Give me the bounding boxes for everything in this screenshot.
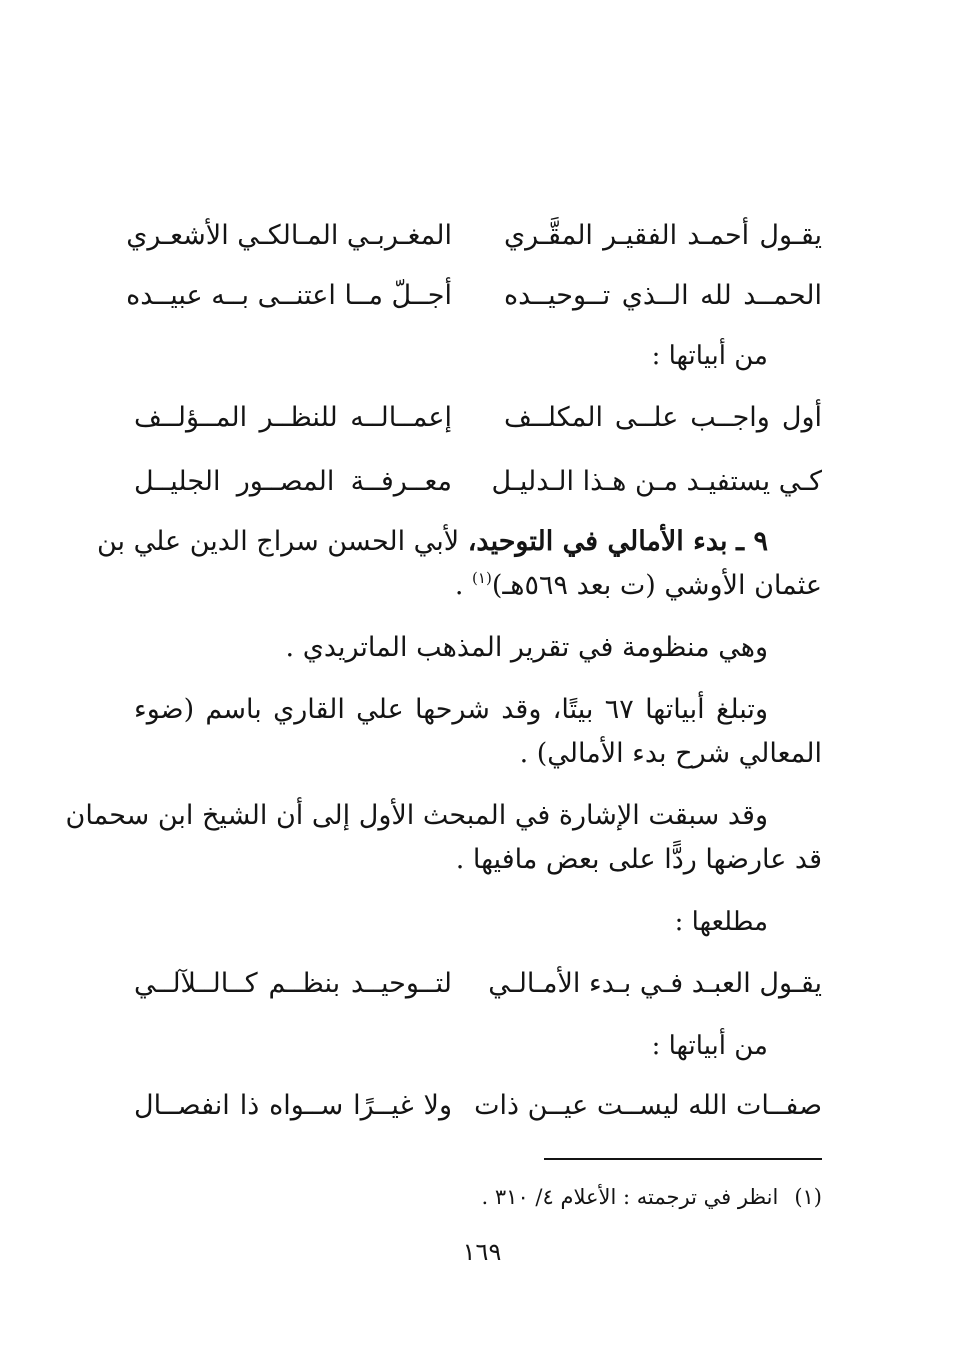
verse-first-hemistich: يقـول العبـد فـي بـدء الأمـالـي — [488, 968, 822, 999]
entry-heading — [96, 522, 822, 562]
footnote-marker: (١) — [794, 1185, 822, 1209]
paragraph-line: وتبلغ أبياتها ٦٧ بيتًا، وقد شرحها علي القاري باسم (ضوء — [134, 694, 768, 725]
verse-first-hemistich: كـي يستفيـد مـن هـذا الـدليـل — [491, 466, 822, 497]
section-label: من أبياتها : — [651, 1031, 768, 1061]
verse-first-hemistich: يقـول أحمـد الفقيـر المقَّـري — [504, 220, 822, 251]
verse-line — [134, 460, 822, 504]
section-label: مطلعها : — [674, 907, 768, 937]
paragraph-line: قد عارضها ردًّا على بعض مافيها . — [455, 844, 822, 875]
footnote-text: انظر في ترجمته : الأعلام ٤/ ٣١٠ . — [481, 1185, 779, 1209]
page-number: ١٦٩ — [462, 1238, 502, 1266]
verse-line — [134, 1084, 822, 1128]
entry-period: . — [454, 570, 464, 601]
entry-author-dates: عثمان الأوشي (ت بعد ٥٦٩هـ) — [491, 570, 822, 601]
paragraph-line: المعالي شرح بدء الأمالي) . — [519, 738, 822, 769]
verse-first-hemistich: الحمــد لله الــذي تــوحيــده — [504, 280, 822, 311]
footnote-reference: (١) — [472, 569, 492, 587]
paragraph: وهي منظومة في تقرير المذهب الماتريدي . — [285, 632, 768, 663]
footnote — [482, 1180, 822, 1214]
entry-number: ٩ ـ — [736, 526, 768, 557]
verse-second-hemistich: ولا غيــرًا ســواه ذا انفصــال — [134, 1090, 452, 1121]
verse-second-hemistich: إعمــالــه للنظــر المــؤلــف — [134, 402, 452, 433]
verse-second-hemistich: أجــلّ مــا اعتنــى بــه عبيــده — [126, 280, 452, 311]
verse-second-hemistich: المغـربـي المـالكـي الأشعـري — [126, 220, 452, 251]
entry-author: لأبي الحسن سراج الدين علي بن — [96, 526, 460, 557]
section-label: من أبياتها : — [651, 341, 768, 371]
verse-second-hemistich: لتــوحيــد بنظــم كــالــلآلــي — [134, 968, 452, 999]
verse-first-hemistich: صفــات الله ليســت عيــن ذات — [474, 1090, 822, 1121]
verse-line — [134, 396, 822, 440]
verse-line — [126, 214, 822, 258]
footnote-separator — [544, 1158, 822, 1160]
verse-line — [126, 274, 822, 318]
entry-title: بدء الأمالي في التوحيد، — [467, 526, 728, 557]
entry-continuation — [134, 566, 822, 606]
verse-line — [134, 962, 822, 1006]
verse-first-hemistich: أول واجــب علــى المكلــف — [504, 402, 822, 433]
verse-second-hemistich: معــرفــة المصــور الجليــل — [134, 466, 452, 497]
paragraph-line: وقد سبقت الإشارة في المبحث الأول إلى أن الشيخ ابن سحمان — [65, 800, 768, 831]
